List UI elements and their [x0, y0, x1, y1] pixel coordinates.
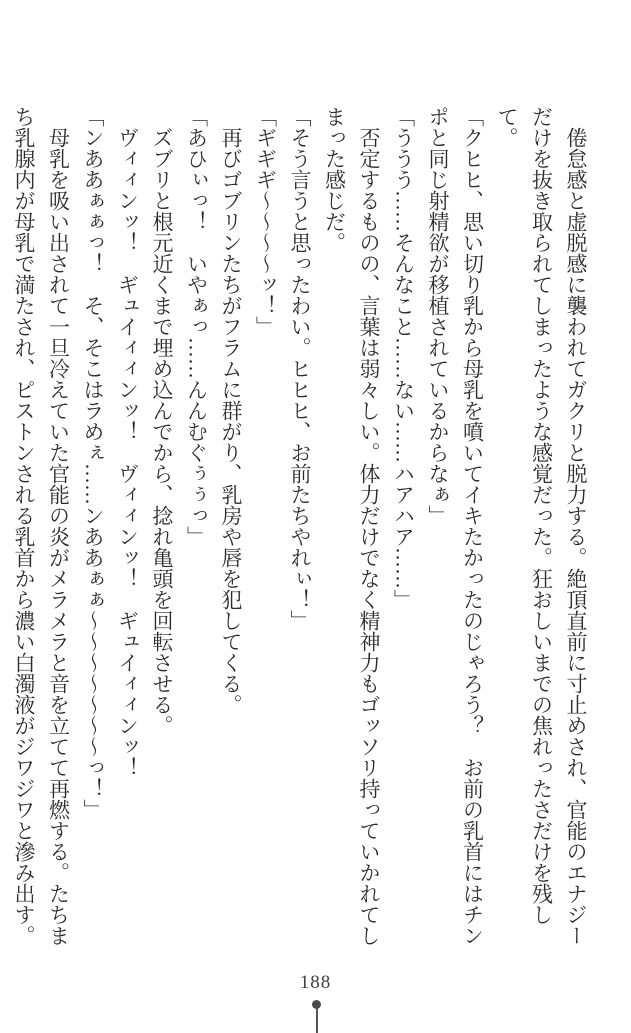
- footer-marker-line: [316, 1008, 318, 1033]
- paragraph-sfx: ヴィィンッ！ ギュイィィンッ！ ヴィィンッ！ ギュイィィンッ！: [115, 127, 140, 778]
- novel-text-block: [7, 106, 594, 948]
- paragraph-dialogue: 「ううう……そんなこと……ない……ハアハア……」: [391, 106, 416, 610]
- page-number: 188: [299, 972, 332, 993]
- paragraph-dialogue: 「ンああぁぁっ！ そ、そこはラめぇ……ンああぁぁ〜〜〜〜〜〜〜っ！」: [81, 106, 105, 820]
- paragraph-dialogue: 「あひぃっ！ いやぁっ……んんむぐぅぅっ」: [184, 106, 209, 547]
- paragraph: ズブリと根元近くまで埋め込んでから、捻れ亀頭を回転させる。: [150, 127, 174, 736]
- paragraph-dialogue: 「クヒヒ、思い切り乳から母乳を噴いてイキたかったのじゃろう？ お前の乳首にはチンポと同じ射精欲が移植されているからなぁ」: [426, 106, 485, 946]
- paragraph: 再びゴブリンたちがフラムに群がり、乳房や唇を犯してくる。: [219, 127, 243, 715]
- paragraph: 母乳を吸い出されて一旦冷えていた官能の炎がメラメラと音を立てて再燃する。たちまち乳腺内が母乳で満たされ、ピストンされる乳首から濃い白濁液がジワジワと滲み出す。: [12, 106, 71, 946]
- paragraph: 否定するものの、言葉は弱々しい。体力だけでなく精神力もゴッソリ持っていかれてしまった感じだ。: [322, 106, 381, 946]
- paragraph-dialogue: 「そう言うと思ったわい。ヒヒヒ、お前たちやれぃ！」: [288, 106, 312, 631]
- paragraph: 倦怠感と虚脱感に襲われてガクリと脱力する。絶頂直前に寸止めされ、官能のエナジーだけを抜き取られてしまったような感覚だった。狂おしいまでの焦れったさだけを残して。: [495, 106, 588, 946]
- paragraph-dialogue: 「ギギギ〜〜〜〜ッ！」: [253, 106, 278, 337]
